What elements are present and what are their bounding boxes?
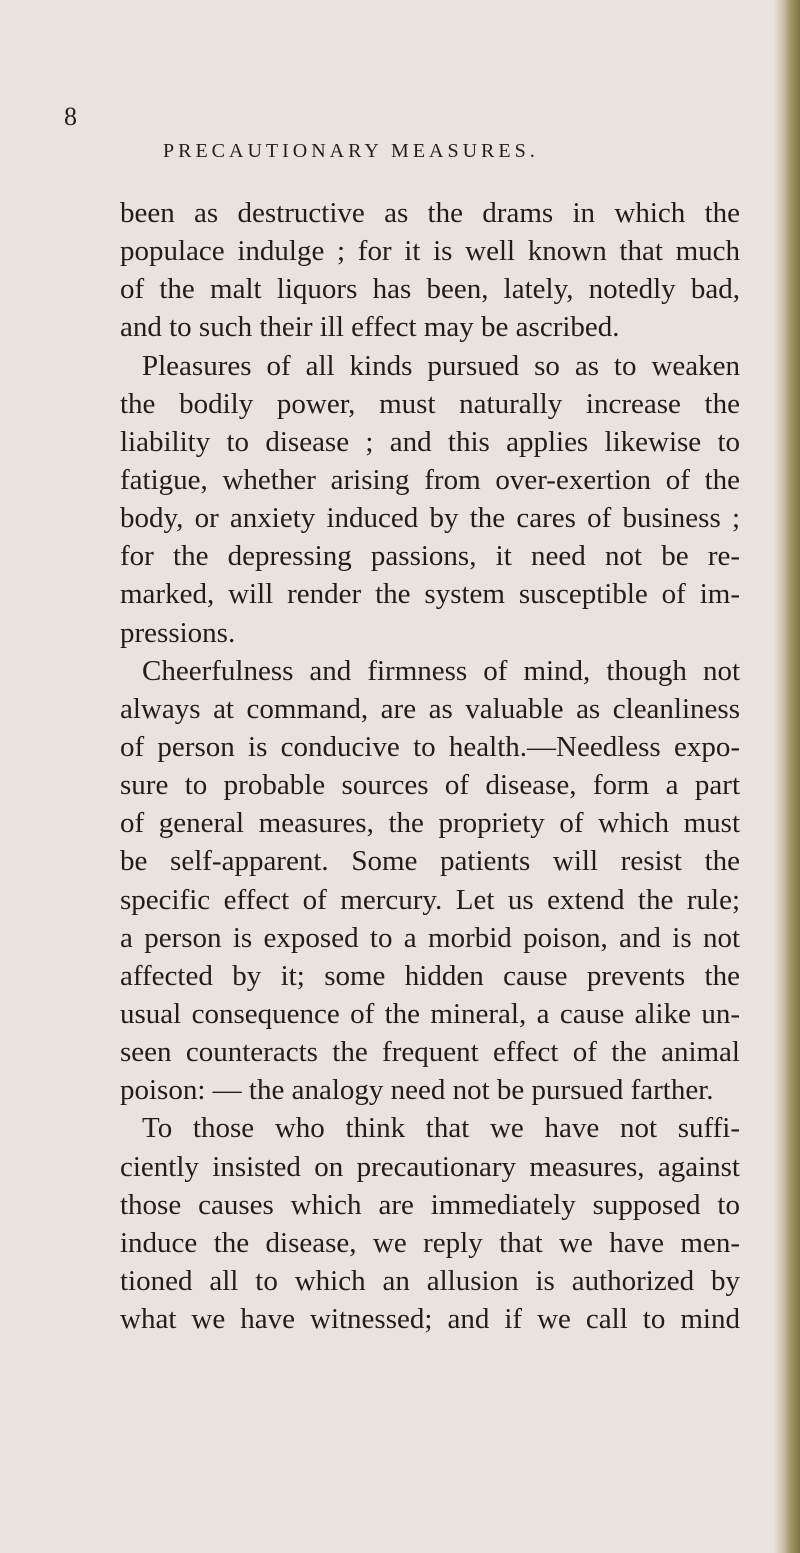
text-line: induce the disease, we reply that we have men-: [120, 1226, 740, 1259]
text-line: liability to disease ; and this applies likewise to: [120, 425, 740, 458]
text-line: fatigue, whether arising from over-exertion of the: [120, 463, 740, 496]
text-line: always at command, are as valuable as cleanliness: [120, 692, 740, 725]
text-line: of the malt liquors has been, lately, notedly bad,: [120, 273, 740, 306]
text-line: of general measures, the propriety of which must: [120, 807, 740, 840]
text-line: usual consequence of the mineral, a cause alike un-: [120, 997, 740, 1030]
text-line: body, or anxiety induced by the cares of business ;: [120, 502, 740, 535]
text-line: for the depressing passions, it need not be re-: [120, 540, 740, 573]
page-edge: [774, 0, 800, 1553]
text-line: poison: — the analogy need not be pursued farther.: [120, 1074, 714, 1107]
text-line: sure to probable sources of disease, form a part: [120, 769, 740, 802]
text-line: been as destructive as the drams in which the: [120, 197, 740, 229]
text-line: Cheerfulness and firmness of mind, though not: [142, 654, 740, 687]
text-line: a person is exposed to a morbid poison, and is not: [120, 921, 740, 954]
body-text: [120, 194, 740, 1338]
text-line: those causes which are immediately supposed to: [120, 1188, 740, 1221]
text-line: affected by it; some hidden cause prevents the: [120, 959, 740, 992]
text-line: marked, will render the system susceptible of im-: [120, 578, 740, 611]
running-head: PRECAUTIONARY MEASURES.: [163, 140, 539, 162]
page-number: 8: [64, 102, 77, 131]
text-line: tioned all to which an allusion is authorized by: [120, 1264, 740, 1297]
text-line: seen counteracts the frequent effect of the animal: [120, 1036, 740, 1069]
text-line: the bodily power, must naturally increase the: [120, 387, 740, 420]
text-line: To those who think that we have not suffi-: [142, 1112, 740, 1145]
text-line: what we have witnessed; and if we call to mind: [120, 1303, 740, 1336]
text-line: be self-apparent. Some patients will resist the: [120, 845, 740, 878]
text-line: and to such their ill effect may be ascribed.: [120, 311, 620, 344]
text-line: populace indulge ; for it is well known that much: [120, 235, 740, 268]
text-line: Pleasures of all kinds pursued so as to weaken: [142, 349, 740, 382]
text-line: specific effect of mercury. Let us extend the rule;: [120, 883, 740, 916]
text-line: ciently insisted on precautionary measures, against: [120, 1150, 740, 1183]
text-line: of person is conducive to health.—Needless expo-: [120, 730, 740, 763]
text-line: pressions.: [120, 616, 236, 649]
